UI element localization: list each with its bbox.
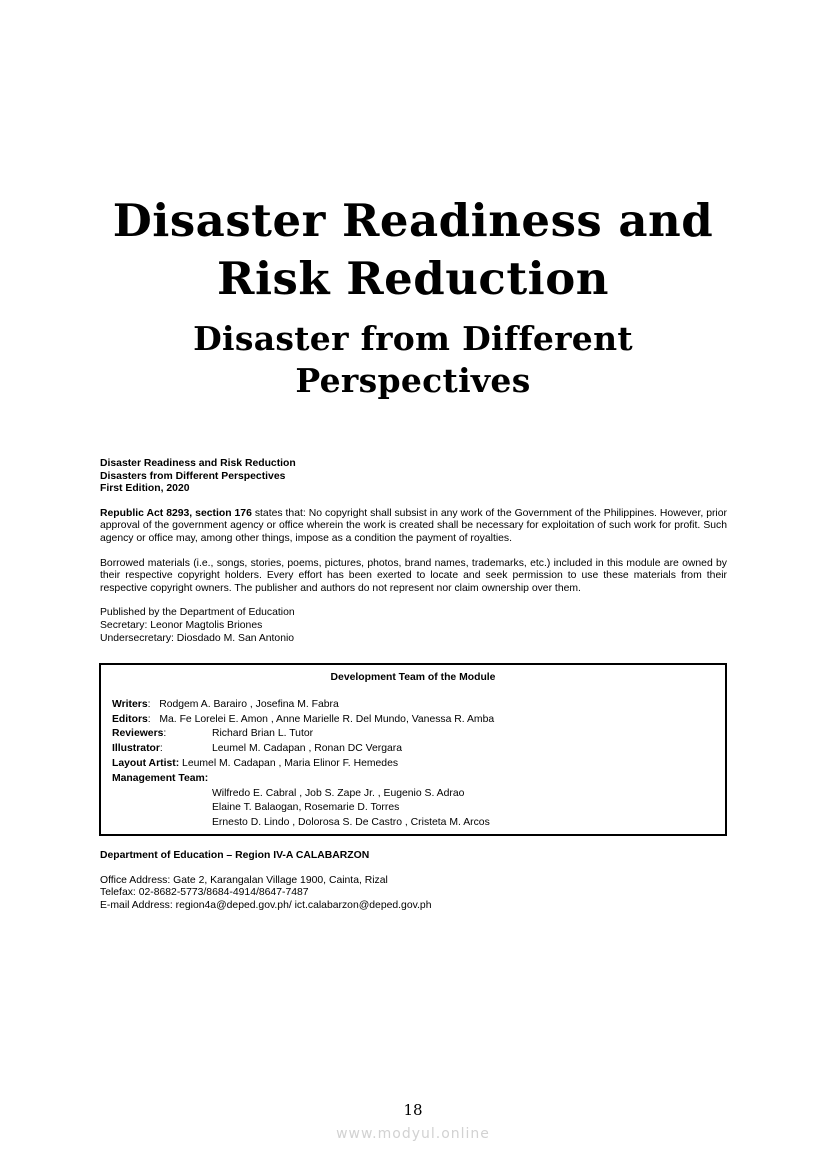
email-address: E-mail Address: region4a@deped.gov.ph/ ict.calabarzon@deped.gov.ph <box>100 899 432 911</box>
borrowed-materials-paragraph: Borrowed materials (i.e., songs, stories, poems, pictures, photos, brand names, trademarks, etc.) included in this module are owned by their respective copyright holders. Every effort has been exerted to locate and seek permission to use these materials from their respective copyright owners. The publisher and authors do not represent nor claim ownership over them. <box>100 557 727 594</box>
edition-header-line: Disaster Readiness and Risk Reduction <box>100 458 296 469</box>
illustrator-row: Illustrator: Leumel M. Cadapan , Ronan DC Vergara <box>112 743 403 755</box>
edition-header-line: First Edition, 2020 <box>100 483 190 495</box>
editors-label: Editors <box>112 713 148 725</box>
copyright-section <box>100 458 727 657</box>
illustrator-value: Leumel M. Cadapan , Ronan DC Vergara <box>212 743 403 755</box>
reviewers-label: Reviewers <box>112 728 164 740</box>
document-subtitle <box>0 318 826 402</box>
edition-header-line: Disasters from Different Perspectives <box>100 470 286 482</box>
region-name: Department of Education – Region IV-A CALABARZON <box>100 850 370 861</box>
office-address: Office Address: Gate 2, Karangalan Village 1900, Cainta, Rizal <box>100 874 388 886</box>
publisher-line: Published by the Department of Education <box>100 607 295 619</box>
reviewers-row: Reviewers: Richard Brian L. Tutor <box>112 728 314 740</box>
reviewers-value: Richard Brian L. Tutor <box>212 728 314 740</box>
development-team-list <box>101 698 725 831</box>
management-team-line: Elaine T. Balaogan, Rosemarie D. Torres <box>212 802 400 814</box>
writers-row: Writers: Rodgem A. Barairo , Josefina M. Fabra <box>112 698 339 710</box>
publisher-line: Secretary: Leonor Magtolis Briones <box>100 619 263 631</box>
editors-value: Ma. Fe Lorelei E. Amon , Anne Marielle R. Del Mundo, Vanessa R. Amba <box>159 713 495 725</box>
watermark: www.modyul.online <box>336 1126 490 1142</box>
management-team-line: Ernesto D. Lindo , Dolorosa S. De Castro , Cristeta M. Arcos <box>212 817 490 829</box>
development-team-box <box>99 663 727 836</box>
illustrator-label: Illustrator <box>112 743 160 755</box>
development-team-title: Development Team of the Module <box>330 672 496 683</box>
subtitle-line-1: Disaster from Different <box>193 319 633 358</box>
subtitle-line-2: Perspectives <box>295 361 531 400</box>
writers-value: Rodgem A. Barairo , Josefina M. Fabra <box>159 698 339 710</box>
editors-row: Editors: Ma. Fe Lorelei E. Amon , Anne Marielle R. Del Mundo, Vanessa R. Amba <box>112 713 495 725</box>
republic-act-paragraph <box>100 508 727 546</box>
edition-header <box>100 458 727 496</box>
writers-label: Writers <box>112 698 148 710</box>
layout-artist-label: Layout Artist: <box>112 757 180 769</box>
management-team-line: Wilfredo E. Cabral , Job S. Zape Jr. , Eugenio S. Adrao <box>212 787 465 799</box>
publisher-info <box>100 607 727 645</box>
telefax: Telefax: 02-8682-5773/8684-4914/8647-7487 <box>100 887 309 899</box>
title-line-1: Disaster Readiness and <box>112 194 714 247</box>
management-team-label: Management Team: <box>112 772 209 784</box>
region-contact-section <box>100 850 727 912</box>
page-number: 18 <box>403 1101 423 1119</box>
republic-act-reference: Republic Act 8293, section 176 <box>100 507 252 519</box>
layout-artist-row <box>112 757 725 772</box>
republic-act-text: states that: No copyright shall subsist in any work of the Government of the Philippines. However, prior approval of the government agency or office wherein the work is created shall be necessary for exploitation of such work for profit. Such agency or office may, among other things, impose as a condition the payment of royalties. <box>100 507 727 544</box>
layout-artist-value: Leumel M. Cadapan , Maria Elinor F. Hemedes <box>182 757 399 769</box>
document-title <box>0 192 826 308</box>
publisher-line: Undersecretary: Diosdado M. San Antonio <box>100 632 295 644</box>
title-line-2: Risk Reduction <box>217 252 609 305</box>
